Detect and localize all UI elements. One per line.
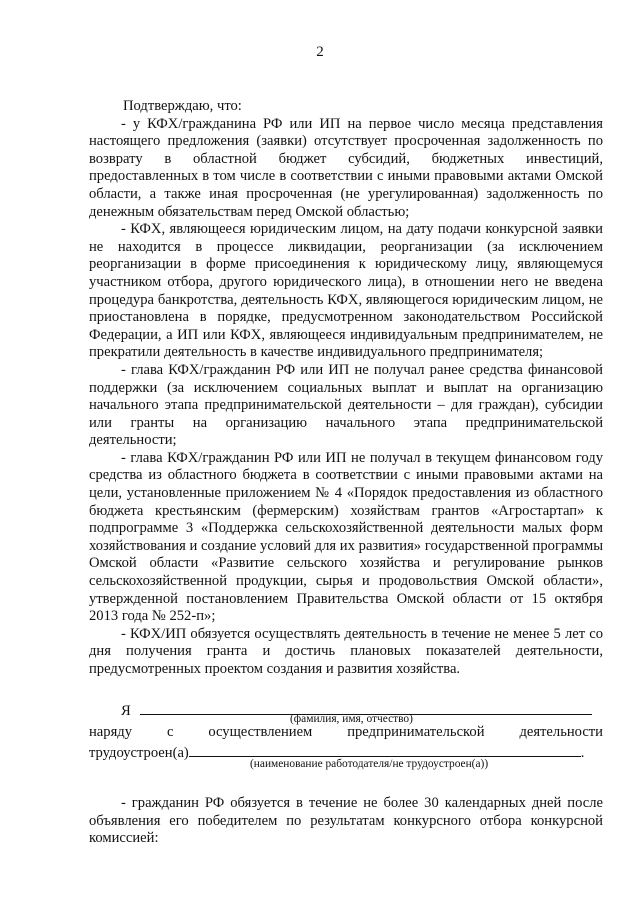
paragraph-no-liquidation: - КФХ, являющееся юридическим лицом, на дату подачи конкурсной заявки не находится в процессе ликвидации, реорганизации (за исключением реорганизации в форме присоединения к юридическому лицу, являющемуся участником отбора, другого юридического лица), в отношении него не введена процедура банкротства, деятельность КФХ, являющегося юридическим лицом, не приостановлена в порядке, предусмотренном законодательством Российской Федерации, а ИП или КФХ, являющееся индивидуальным предпринимателем, не прекратили деятельность в качестве индивидуального предпринимателя; [89,221,603,361]
employer-field-end: . [580,745,585,761]
i-label: Я [121,703,131,719]
paragraph-no-prior-support: - глава КФХ/гражданин РФ или ИП не получал ранее средства финансовой поддержки (за исключением социальных выплат и выплат на организацию начального этапа предпринимательской деятельности – для граждан), субсидии или гранты на организацию начального этапа предпринимательской деятельности; [89,361,603,449]
fio-caption: (фамилия, имя, отчество) [290,713,413,725]
alongside-word: деятельности [519,724,603,740]
paragraph-citizen-obligation: - гражданин РФ обязуется в течение не более 30 календарных дней после объявления его победителем по результатам конкурсного отбора конкурсной комиссией: [89,795,603,847]
alongside-word: предпринимательской [347,724,485,740]
bottom-block [89,795,603,848]
employer-field-line [189,742,581,757]
confirmation-block [89,98,603,679]
confirm-heading: Подтверждаю, что: [123,98,242,114]
alongside-word: осуществлением [208,724,313,740]
alongside-row [89,724,603,741]
employer-caption: (наименование работодателя/не трудоустроен(а)) [250,758,489,770]
paragraph-no-current-funds: - глава КФХ/гражданин РФ или ИП не получал в текущем финансовом году средства из областного бюджета в соответствии с иными правовыми актами на цели, установленные приложением № 4 «Порядок предоставления из областного бюджета крестьянским (фермерским) хозяйствам грантов «Агростартап» к подпрограмме 3 «Поддержка сельскохозяйственной деятельности малых форм хозяйствования и создание условий для их развития» государственной программы Омской области «Развитие сельского хозяйства и регулирование рынков сельскохозяйственной продукции, сырья и продовольствия Омской области», утвержденной постановлением Правительства Омской области от 15 октября 2013 года № 252-п»; [89,449,603,625]
alongside-word: с [166,724,174,740]
paragraph-no-debt: - у КФХ/гражданина РФ или ИП на первое число месяца представления настоящего предложения (заявки) отсутствует просроченная задолженность по возврату в областной бюджет субсидий, бюджетных инвестиций, предоставленных в том числе в соответствии с иными правовыми актами Омской области, а также иная просроченная (не урегулированная) задолженность по денежным обязательствам перед Омской областью; [89,115,603,220]
alongside-word: наряду [89,724,133,740]
employed-label: трудоустроен(а) [89,745,189,761]
page-number: 2 [316,44,324,60]
paragraph-obligation: - КФХ/ИП обязуется осуществлять деятельность в течение не менее 5 лет со дня получения гранта и достичь плановых показателей деятельности, предусмотренных проектом создания и развития хозяйства. [89,625,603,677]
